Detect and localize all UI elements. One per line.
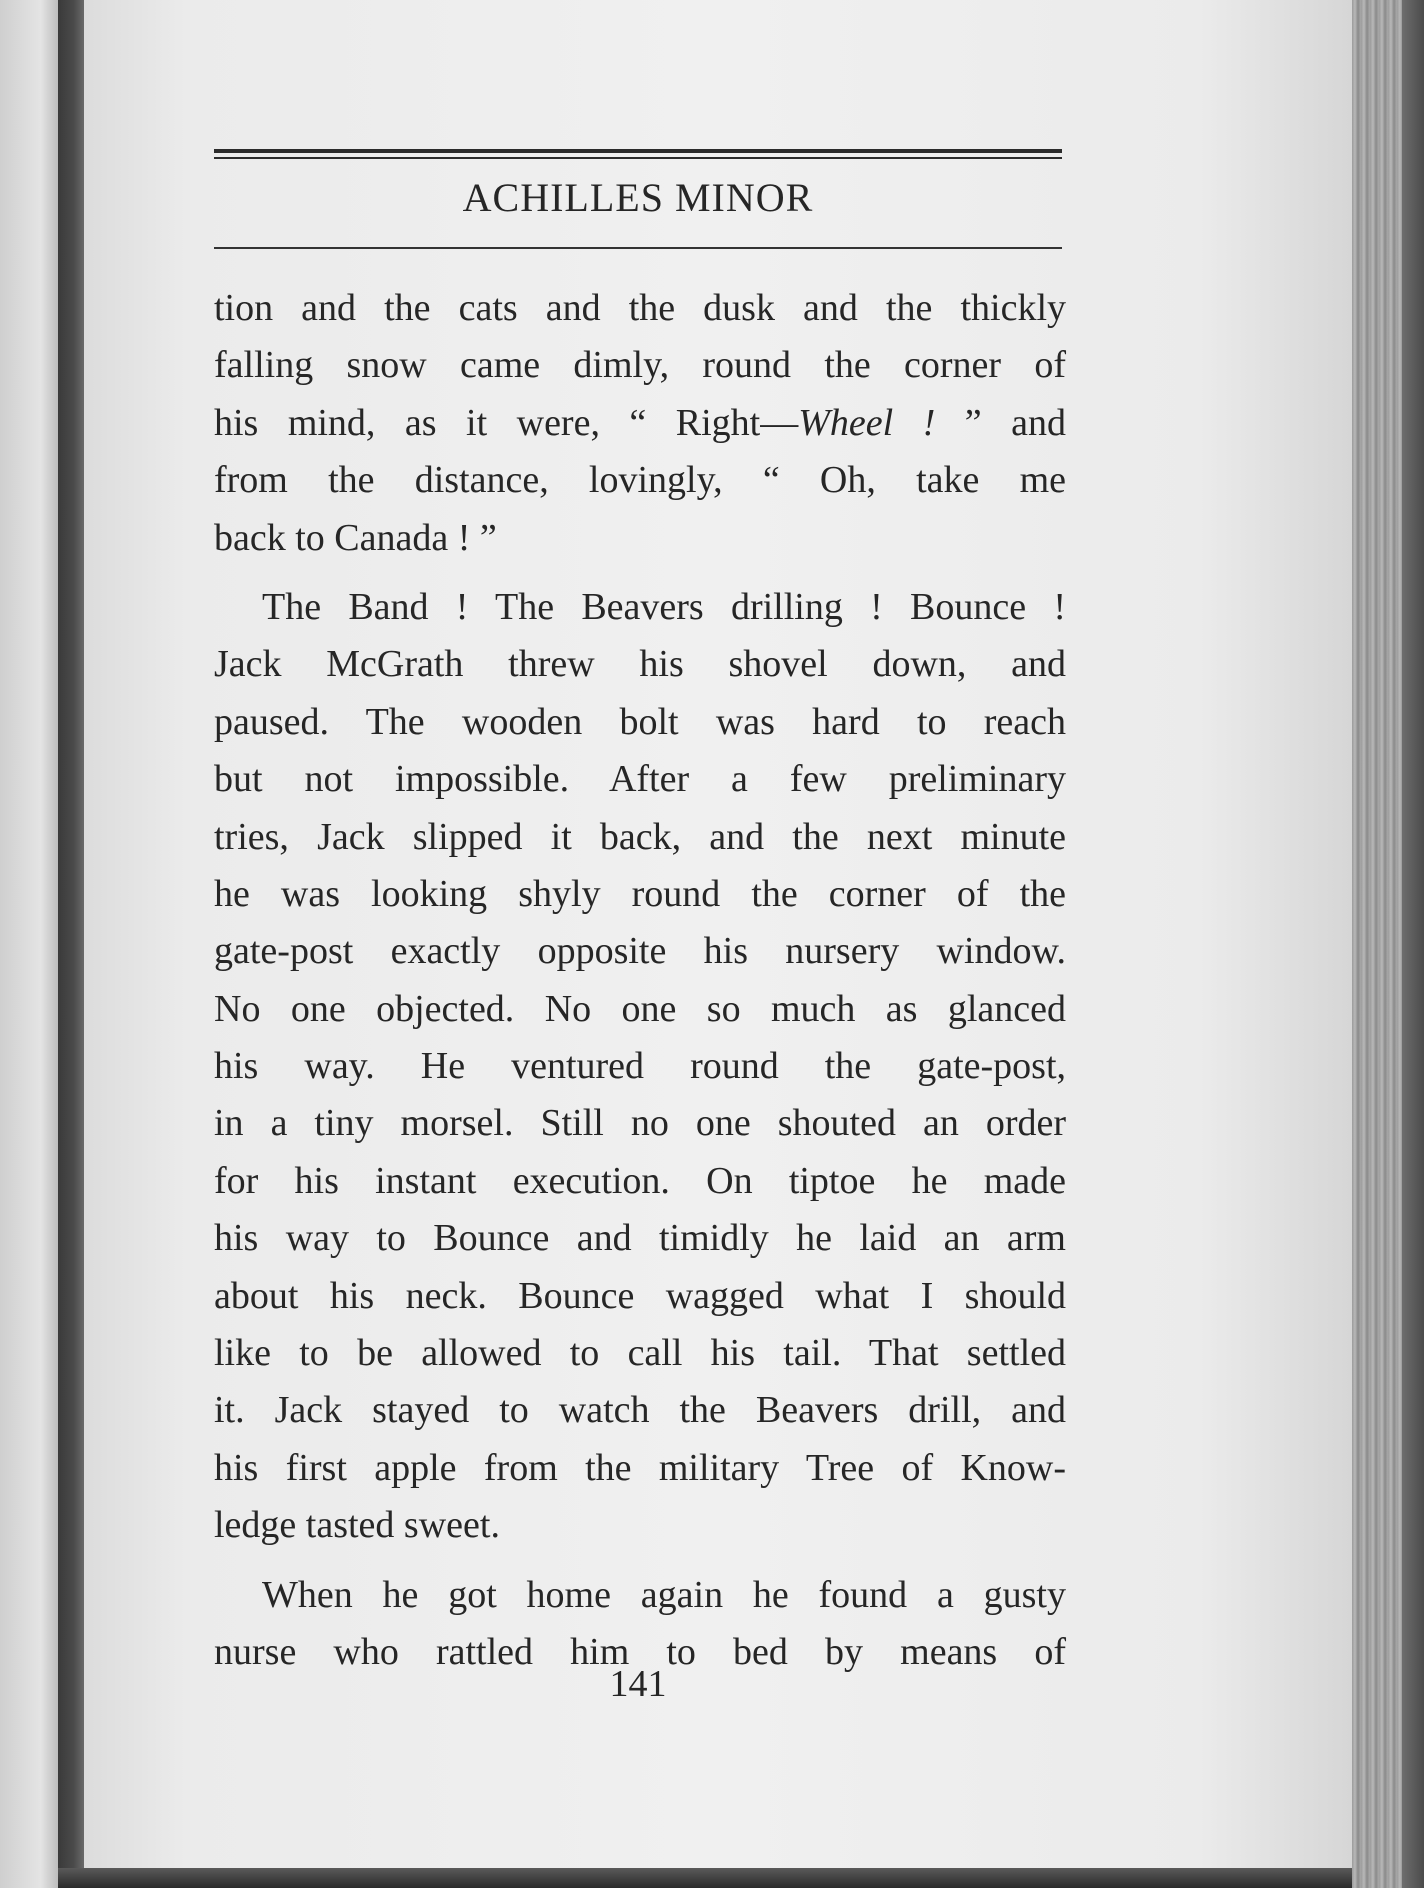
body-text — [214, 280, 1066, 1681]
text-line: he was looking shyly round the corner of the — [214, 872, 1066, 915]
text-line-with-italic — [214, 395, 1066, 452]
text-line: his first apple from the military Tree of Know- — [214, 1446, 1066, 1489]
header-rule-bottom — [214, 247, 1062, 249]
text-line: gate-post exactly opposite his nursery window. — [214, 930, 1066, 973]
italic-word: Wheel ! — [798, 401, 936, 444]
text-line: his way to Bounce and timidly he laid an arm — [214, 1217, 1066, 1260]
text-line: No one objected. No one so much as glanced — [214, 987, 1066, 1030]
text-line: from the distance, lovingly, “ Oh, take me — [214, 459, 1066, 502]
text-line: ledge tasted sweet. — [214, 1504, 500, 1547]
page-number: 141 — [609, 1663, 667, 1705]
book-spine-edge — [58, 0, 84, 1888]
header-rule-thin — [214, 157, 1062, 159]
text-line: The Band ! The Beavers drilling ! Bounce ! — [262, 585, 1066, 628]
text-line: about his neck. Bounce wagged what I should — [214, 1274, 1066, 1317]
text-line: paused. The wooden bolt was hard to reach — [214, 700, 1066, 743]
text-line: his way. He ventured round the gate-post, — [214, 1045, 1066, 1088]
text-line: tion and the cats and the dusk and the thickly — [214, 287, 1066, 329]
text-line: but not impossible. After a few preliminary — [214, 758, 1066, 801]
text-line: it. Jack stayed to watch the Beavers drill, and — [214, 1389, 1066, 1432]
text-line: Jack McGrath threw his shovel down, and — [214, 643, 1066, 686]
book-cover-edge — [1402, 0, 1424, 1888]
page-bottom-shadow — [58, 1868, 1352, 1888]
text-line: tries, Jack slipped it back, and the next minute — [214, 815, 1066, 858]
book-page-edges — [1352, 0, 1424, 1888]
scan-left-margin — [0, 0, 58, 1888]
header-rule-thick — [214, 149, 1062, 153]
text-line: like to be allowed to call his tail. That settled — [214, 1332, 1066, 1375]
text-line: back to Canada ! ” — [214, 516, 497, 559]
running-head: ACHILLES MINOR — [462, 175, 814, 220]
text-fragment: his mind, as it were, “ Right— — [214, 401, 799, 444]
text-line: nurse who rattled him to bed by means of — [214, 1630, 1066, 1673]
text-line: falling snow came dimly, round the corner of — [214, 344, 1066, 387]
text-line: When he got home again he found a gusty — [262, 1573, 1066, 1616]
text-line: in a tiny morsel. Still no one shouted an order — [214, 1102, 1066, 1145]
text-fragment: ” and — [935, 401, 1066, 444]
text-line: for his instant execution. On tiptoe he made — [214, 1159, 1066, 1202]
